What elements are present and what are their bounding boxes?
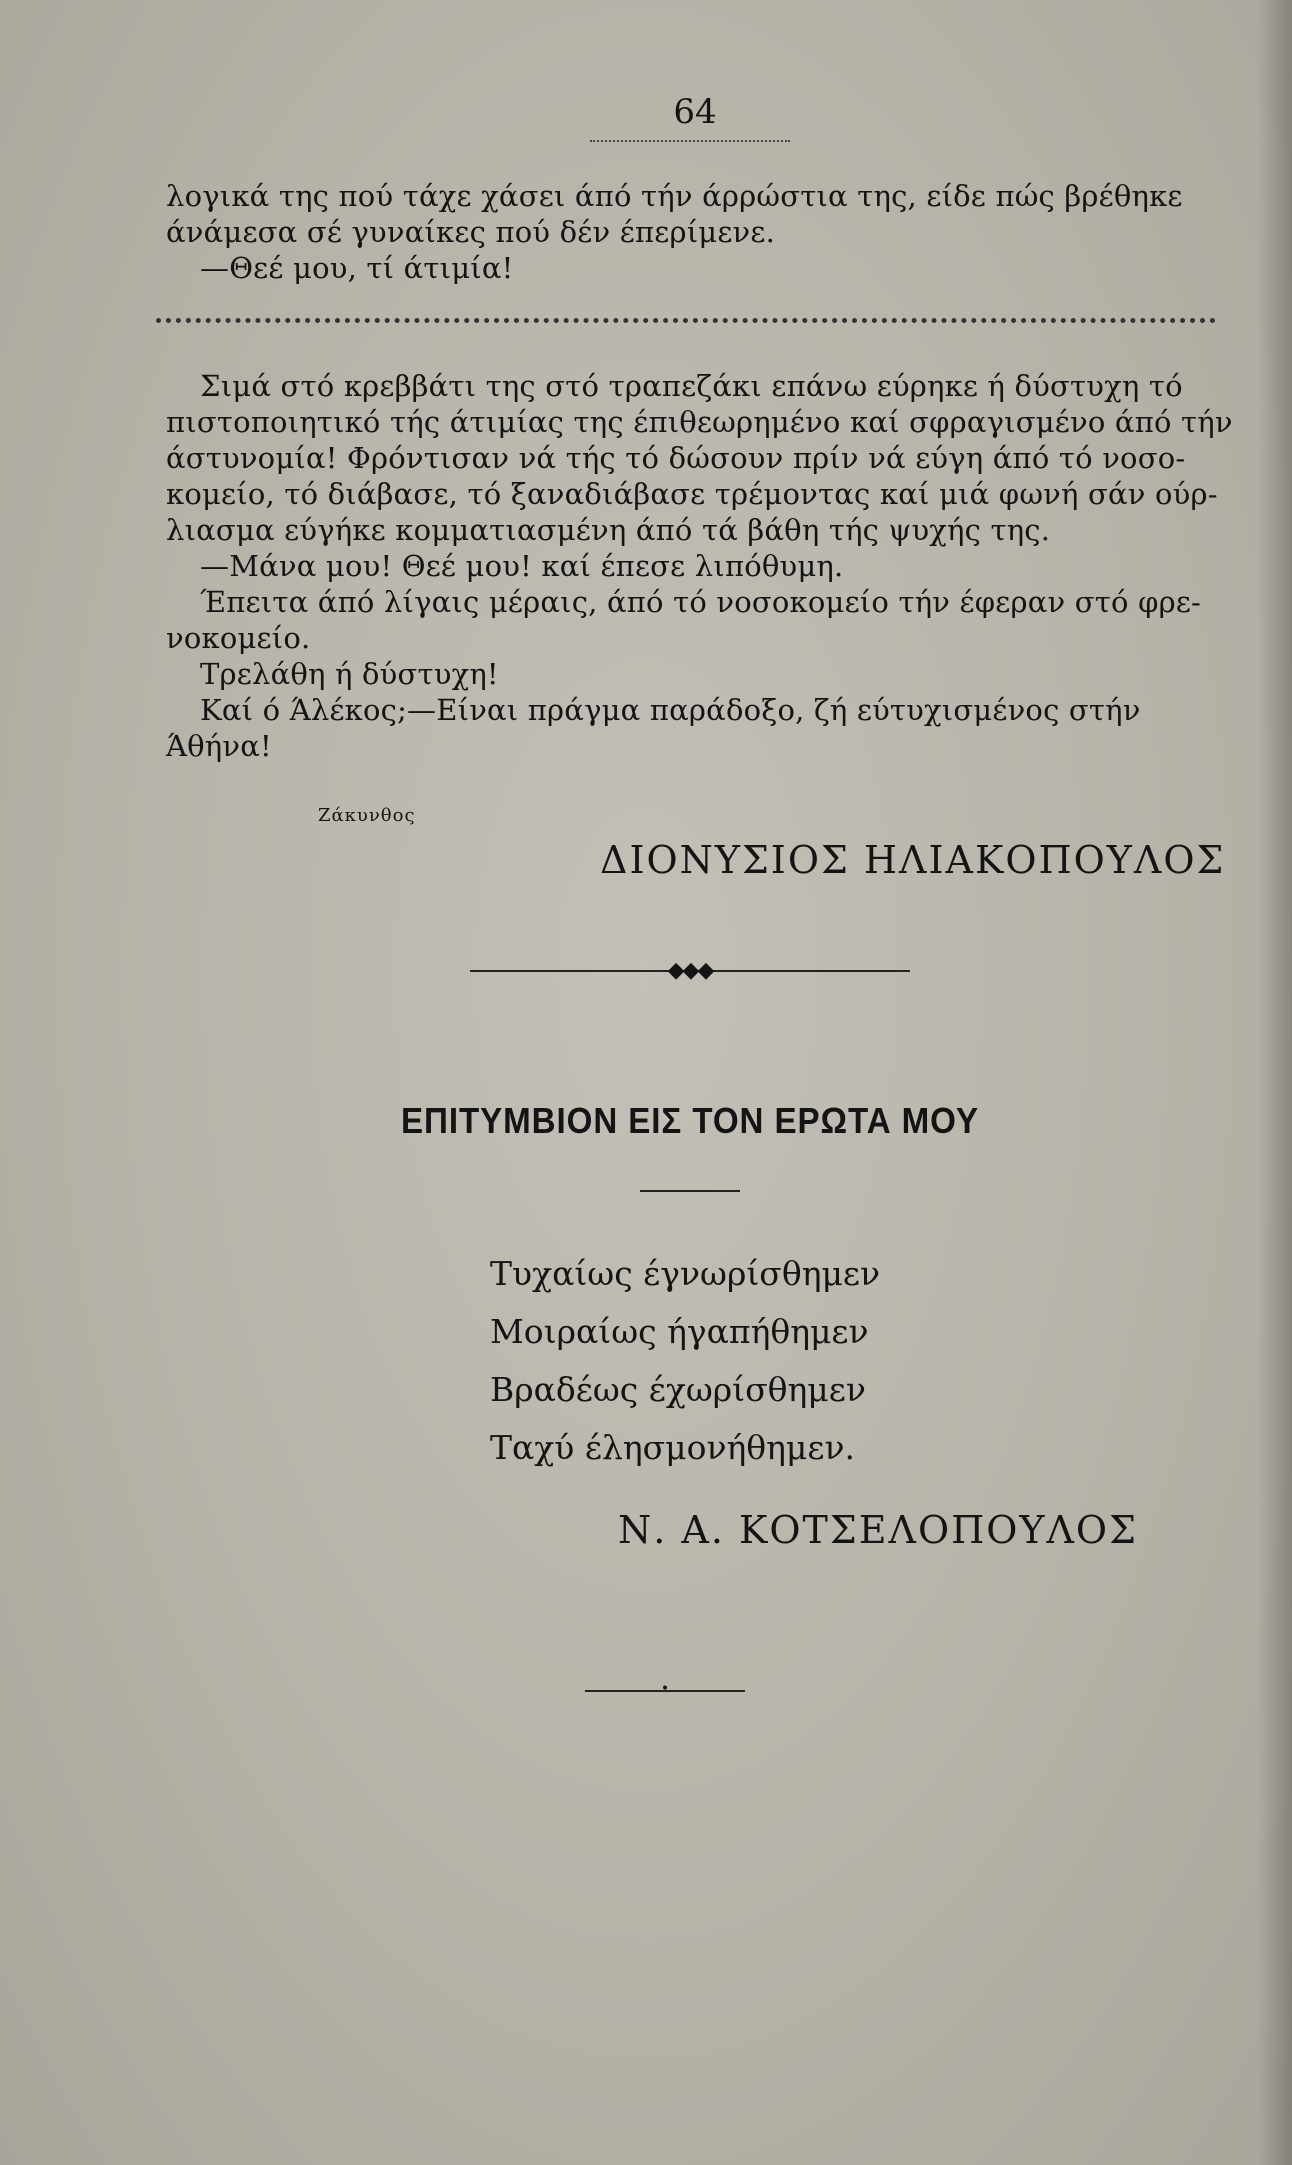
prose-line: —Θεέ μου, τί άτιμία! [200, 251, 514, 285]
closing-ornament-icon: • [660, 1681, 670, 1697]
poem-line: Ταχύ έλησμονήθημεν. [490, 1428, 856, 1467]
title-rule [640, 1190, 740, 1192]
prose-line: άστυνομία! Φρόντισαν νά τής τό δώσουν πρίν νά εύγη άπό τό νοσο- [166, 441, 1186, 475]
prose-line: κομείο, τό διάβασε, τό ξαναδιάβασε τρέμοντας καί μιά φωνή σάν ούρ- [166, 477, 1218, 511]
prose-line: Καί ό Άλέκος;—Είναι πράγμα παράδοξο, ζή εύτυχισμένος στήν [200, 693, 1141, 727]
prose-line: λιασμα εύγήκε κομματιασμένη άπό τά βάθη τής ψυχής της. [166, 513, 1051, 547]
prose-line: Άθήνα! [166, 729, 272, 763]
page-edge-shadow [1258, 0, 1292, 2165]
prose-line: Σιμά στό κρεββάτι της στό τραπεζάκι επάνω εύρηκε ή δύστυχη τό [200, 369, 1183, 403]
prose-line: λογικά της πού τάχε χάσει άπό τήν άρρώστια της, είδε πώς βρέθηκε [166, 179, 1183, 213]
place-name: Ζάκυνθος [318, 805, 416, 826]
author-signature: ΔΙΟΝΥΣΙΟΣ ΗΛΙΑΚΟΠΟΥΛΟΣ [600, 838, 1226, 882]
page-number-underline [590, 140, 790, 142]
poem-title: ΕΠΙΤΥΜΒΙΟΝ ΕΙΣ ΤΟΝ ΕΡΩΤΑ ΜΟΥ [401, 1100, 979, 1141]
prose-line: πιστοποιητικό τής άτιμίας της έπιθεωρημένο καί σφραγισμένο άπό τήν [166, 405, 1233, 439]
prose-main [166, 368, 1236, 764]
poem-stanza [490, 1245, 880, 1477]
prose-line: νοκομείο. [166, 621, 311, 655]
poem-line: Βραδέως έχωρίσθημεν [490, 1370, 866, 1409]
prose-continuation [166, 178, 1236, 286]
prose-line: Έπειτα άπό λίγαις μέραις, άπό τό νοσοκομείο τήν έφεραν στό φρε- [200, 585, 1202, 619]
page-number: 64 [673, 92, 717, 132]
dotted-separator [156, 318, 1216, 323]
ornament-icon: ◆◆◆ [667, 958, 713, 983]
poem-line: Μοιραίως ήγαπήθημεν [490, 1312, 869, 1351]
poem-signature: Ν. Α. ΚΟΤΣΕΛΟΠΟΥΛΟΣ [618, 1508, 1138, 1552]
prose-line: —Μάνα μου! Θεέ μου! καί έπεσε λιπόθυμη. [200, 549, 844, 583]
prose-line: Τρελάθη ή δύστυχη! [200, 657, 499, 691]
prose-line: άνάμεσα σέ γυναίκες πού δέν έπερίμενε. [166, 215, 776, 249]
poem-line: Τυχαίως έγνωρίσθημεν [490, 1254, 881, 1293]
